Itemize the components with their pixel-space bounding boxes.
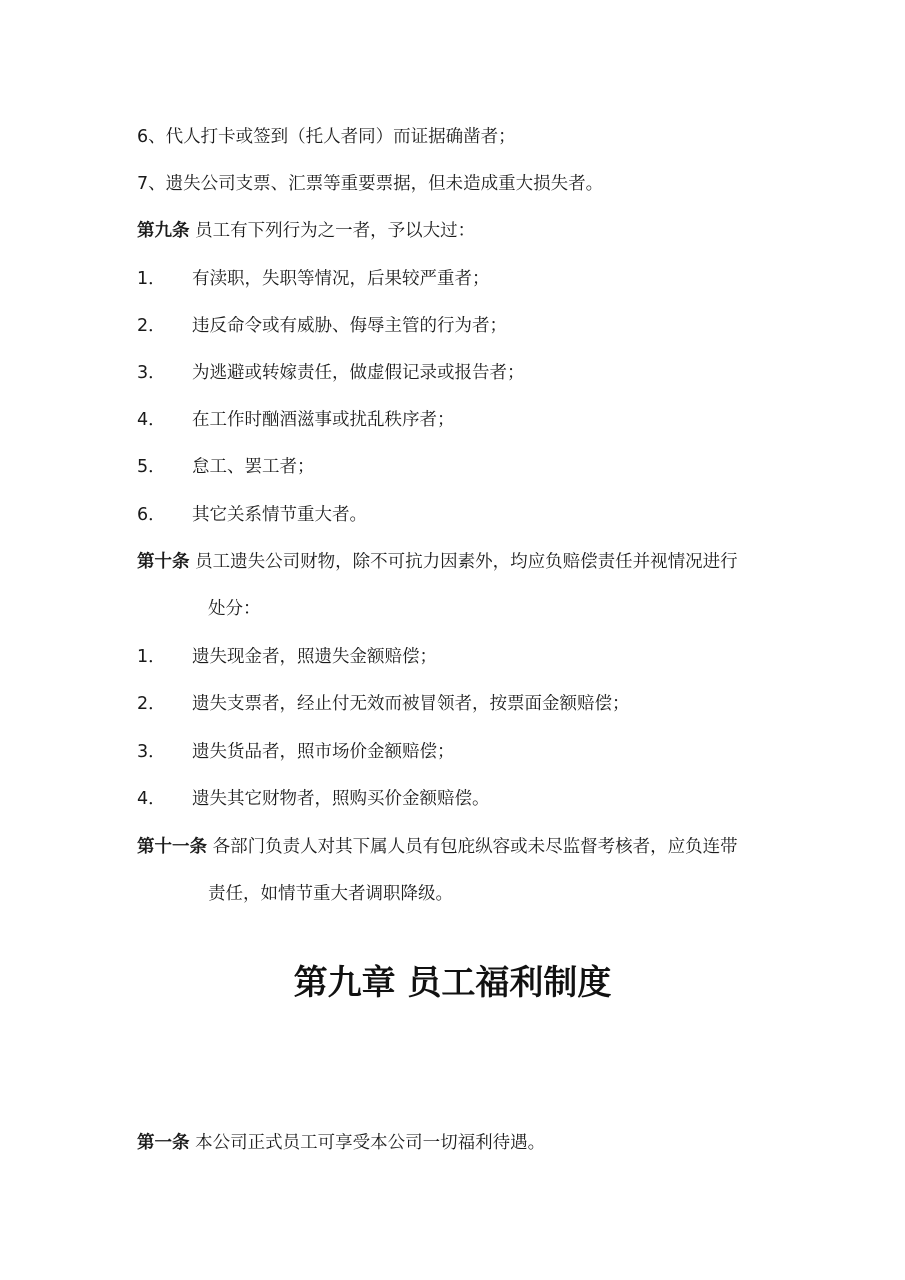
list-item-text: 在工作时酗酒滋事或扰乱秩序者； bbox=[192, 410, 455, 430]
list-item-number: 5． bbox=[137, 457, 166, 477]
list-item-text: 有渎职，失职等情况，后果较严重者； bbox=[192, 269, 490, 289]
list-item bbox=[137, 645, 437, 669]
list-item-text: 遗失其它财物者，照购买价金额赔偿。 bbox=[192, 789, 490, 809]
article-text: 本公司正式员工可享受本公司一切福利待遇。 bbox=[195, 1133, 546, 1153]
article-heading: 第十条 bbox=[137, 552, 190, 572]
article-text: 员工遗失公司财物，除不可抗力因素外，均应负赔偿责任并视情况进行 bbox=[195, 552, 738, 572]
list-item bbox=[137, 408, 455, 432]
article-9 bbox=[137, 219, 475, 243]
list-item-text: 为逃避或转嫁责任，做虚假记录或报告者； bbox=[192, 363, 525, 383]
list-item-text: 遗失支票者，经止付无效而被冒领者，按票面金额赔偿； bbox=[192, 694, 630, 714]
article-text: 员工有下列行为之一者，予以大过： bbox=[195, 221, 476, 241]
article-1 bbox=[137, 1131, 545, 1155]
article-continuation: 处分： bbox=[208, 599, 261, 619]
list-item bbox=[137, 361, 525, 385]
list-item-number: 6． bbox=[137, 505, 166, 525]
list-item-text: 怠工、罢工者； bbox=[192, 457, 315, 477]
list-item-number: 3． bbox=[137, 363, 166, 383]
article-heading: 第一条 bbox=[137, 1133, 190, 1153]
list-item-number: 1． bbox=[137, 647, 166, 667]
list-item bbox=[137, 503, 367, 527]
list-item-text: 遗失货品者，照市场价金额赔偿； bbox=[192, 742, 455, 762]
article-heading: 第十一条 bbox=[137, 837, 207, 857]
clause-line-6: 6、代人打卡或签到（托人者同）而证据确凿者； bbox=[137, 127, 516, 147]
article-text: 各部门负责人对其下属人员有包庇纵容或未尽监督考核者，应负连带 bbox=[212, 837, 738, 857]
list-item bbox=[137, 455, 315, 479]
list-item-text: 遗失现金者，照遗失金额赔偿； bbox=[192, 647, 437, 667]
article-heading: 第九条 bbox=[137, 221, 190, 241]
list-item bbox=[137, 314, 507, 338]
list-item-number: 2． bbox=[137, 316, 166, 336]
list-item bbox=[137, 692, 630, 716]
article-continuation: 责任，如情节重大者调职降级。 bbox=[208, 884, 453, 904]
clause-line-7: 7、遗失公司支票、汇票等重要票据，但未造成重大损失者。 bbox=[137, 174, 604, 194]
list-item-text: 其它关系情节重大者。 bbox=[192, 505, 367, 525]
list-item-number: 1． bbox=[137, 269, 166, 289]
list-item-number: 3． bbox=[137, 742, 166, 762]
article-11 bbox=[137, 835, 738, 859]
list-item-text: 违反命令或有威胁、侮辱主管的行为者； bbox=[192, 316, 507, 336]
chapter-title: 第九章 员工福利制度 bbox=[293, 963, 612, 1003]
list-item bbox=[137, 740, 455, 764]
list-item bbox=[137, 787, 490, 811]
list-item-number: 4． bbox=[137, 789, 166, 809]
article-10 bbox=[137, 550, 738, 574]
list-item-number: 4． bbox=[137, 410, 166, 430]
list-item-number: 2． bbox=[137, 694, 166, 714]
list-item bbox=[137, 267, 490, 291]
